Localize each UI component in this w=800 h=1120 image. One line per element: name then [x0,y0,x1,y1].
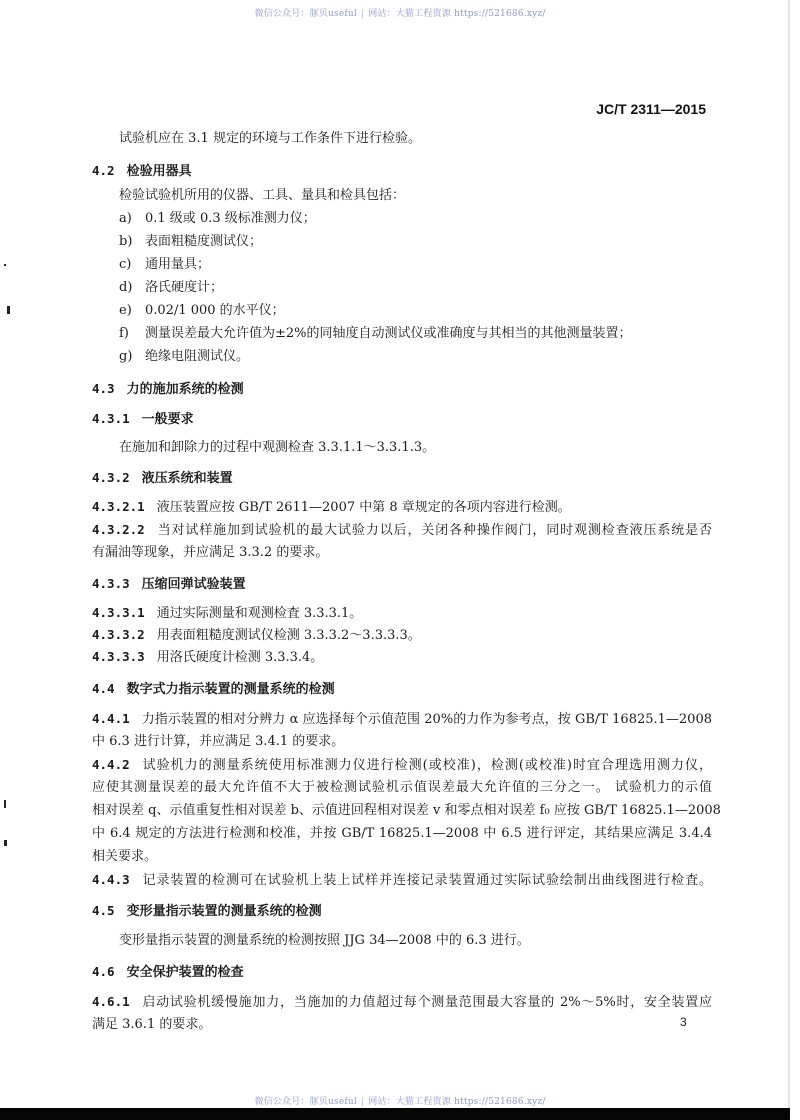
list-item: a) 0.1 级或 0.3 级标准测力仪； [119,211,316,226]
clause-4-4-1: 4.4.1 力指示装置的相对分辨力 α 应选择每个示值范围 20%的力作为参考点，按 GB/T 16825.1—2008 [92,711,712,727]
section-4-4-heading: 4.4 数字式力指示装置的测量系统的检测 [92,681,335,697]
clause-4-4-2-line3: 相对误差 q、示值重复性相对误差 b、示值进回程相对误差 v 和零点相对误差 f₀ 应按 GB/T 16825.1—2008 [92,803,721,818]
clause-4-4-1-cont: 中 6.3 进行计算，并应满足 3.4.1 的要求。 [92,734,345,749]
section-4-3-3-heading: 4.3.3 压缩回弹试验装置 [92,576,246,592]
scan-speck [4,800,6,808]
clause-4-3-3-2: 4.3.3.2 用表面粗糙度测试仪检测 3.3.3.2～3.3.3.3。 [92,627,421,643]
section-4-5-text: 变形量指示装置的测量系统的检测按照 JJG 34—2008 中的 6.3 进行。 [119,933,530,948]
clause-4-4-2-line5: 相关要求。 [92,849,158,864]
document-code: JC/T 2311—2015 [596,101,706,117]
intro-paragraph: 试验机应在 3.1 规定的环境与工作条件下进行检验。 [119,131,421,146]
section-title: 检验用器具 [126,164,192,179]
page-number: 3 [680,1015,687,1029]
list-item: g) 绝缘电阻测试仪。 [119,349,250,364]
clause-4-6-1: 4.6.1 启动试验机缓慢施加力，当施加的力值超过每个测量范围最大容量的 2%～5%时，安全装置应 [92,994,712,1010]
clause-4-3-2-2: 4.3.2.2 当对试样施加到试验机的最大试验力以后，关闭各种操作阀门，同时观测检查液压系统是否 [92,522,712,538]
list-item: c) 通用量具； [119,257,211,272]
list-item: f) 测量误差最大允许值为±2%的同轴度自动测试仪或准确度与其相当的其他测量装置； [119,326,632,341]
clause-4-3-3-1: 4.3.3.1 通过实际测量和观测检査 3.3.3.1。 [92,605,363,621]
clause-4-6-1-cont: 满足 3.6.1 的要求。 [92,1017,212,1032]
clause-4-3-3-3: 4.3.3.3 用洛氏硬度计检测 3.3.3.4。 [92,649,324,665]
section-4-3-1-text: 在施加和卸除力的过程中观测检查 3.3.1.1～3.3.1.3。 [119,440,436,455]
clause-4-3-2-2-cont: 有漏油等现象，并应满足 3.3.2 的要求。 [92,545,329,560]
watermark-separator: | [361,9,365,19]
watermark-top [0,6,800,19]
watermark-bottom [0,1094,800,1107]
clause-4-4-2-line4: 中 6.4 规定的方法进行检测和校准，并按 GB/T 16825.1—2008 中 6.5 进行评定，其结果应满足 3.4.4 [92,826,712,841]
list-item: d) 洛氏硬度计； [119,280,224,295]
list-item: e) 0.02/1 000 的水平仪； [119,303,285,318]
scan-speck [4,840,7,846]
watermark-wechat: 微信公众号：豚贝useful [254,1097,357,1107]
watermark-wechat: 微信公众号：豚贝useful [254,9,357,19]
section-4-2-lead: 检验试验机所用的仪器、工具、量具和检具包括： [119,188,406,203]
scan-bottom-border [0,1108,790,1120]
list-item: b) 表面粗糙度测试仪； [119,234,263,249]
clause-4-3-2-1: 4.3.2.1 液压装置应按 GB/T 2611—2007 中第 8 章规定的各项内容进行检测。 [92,499,571,515]
scan-speck [7,306,10,314]
watermark-separator: | [361,1097,365,1107]
section-4-6-heading: 4.6 安全保护装置的检查 [92,964,244,980]
section-4-5-heading: 4.5 变形量指示装置的测量系统的检测 [92,903,322,919]
clause-4-4-3: 4.4.3 记录装置的检测可在试验机上装上试样并连接记录装置通过实际试验绘制出曲线图进行检査。 [92,872,712,888]
clause-4-4-2-line2: 应使其测量误差的最大允许值不大于被检测试验机示值误差最大允许值的三分之一。 试验机力的示值 [92,780,712,795]
section-4-3-1-heading: 4.3.1 一般要求 [92,411,194,427]
section-4-3-heading: 4.3 力的施加系统的检测 [92,381,244,397]
section-4-3-2-heading: 4.3.2 液压系统和装置 [92,470,233,486]
clause-4-4-2: 4.4.2 试验机力的测量系统使用标准测力仪进行检测(或校准)，检测(或校准)时宜合理选用测力仪， [92,757,712,773]
section-number: 4.2 [92,163,115,178]
watermark-website: 网站：大猫工程资源 https://521686.xyz/ [368,9,546,19]
page-edge [788,0,790,1108]
watermark-website: 网站：大猫工程资源 https://521686.xyz/ [368,1097,546,1107]
scan-speck [4,264,6,266]
section-4-2-heading [92,162,192,181]
